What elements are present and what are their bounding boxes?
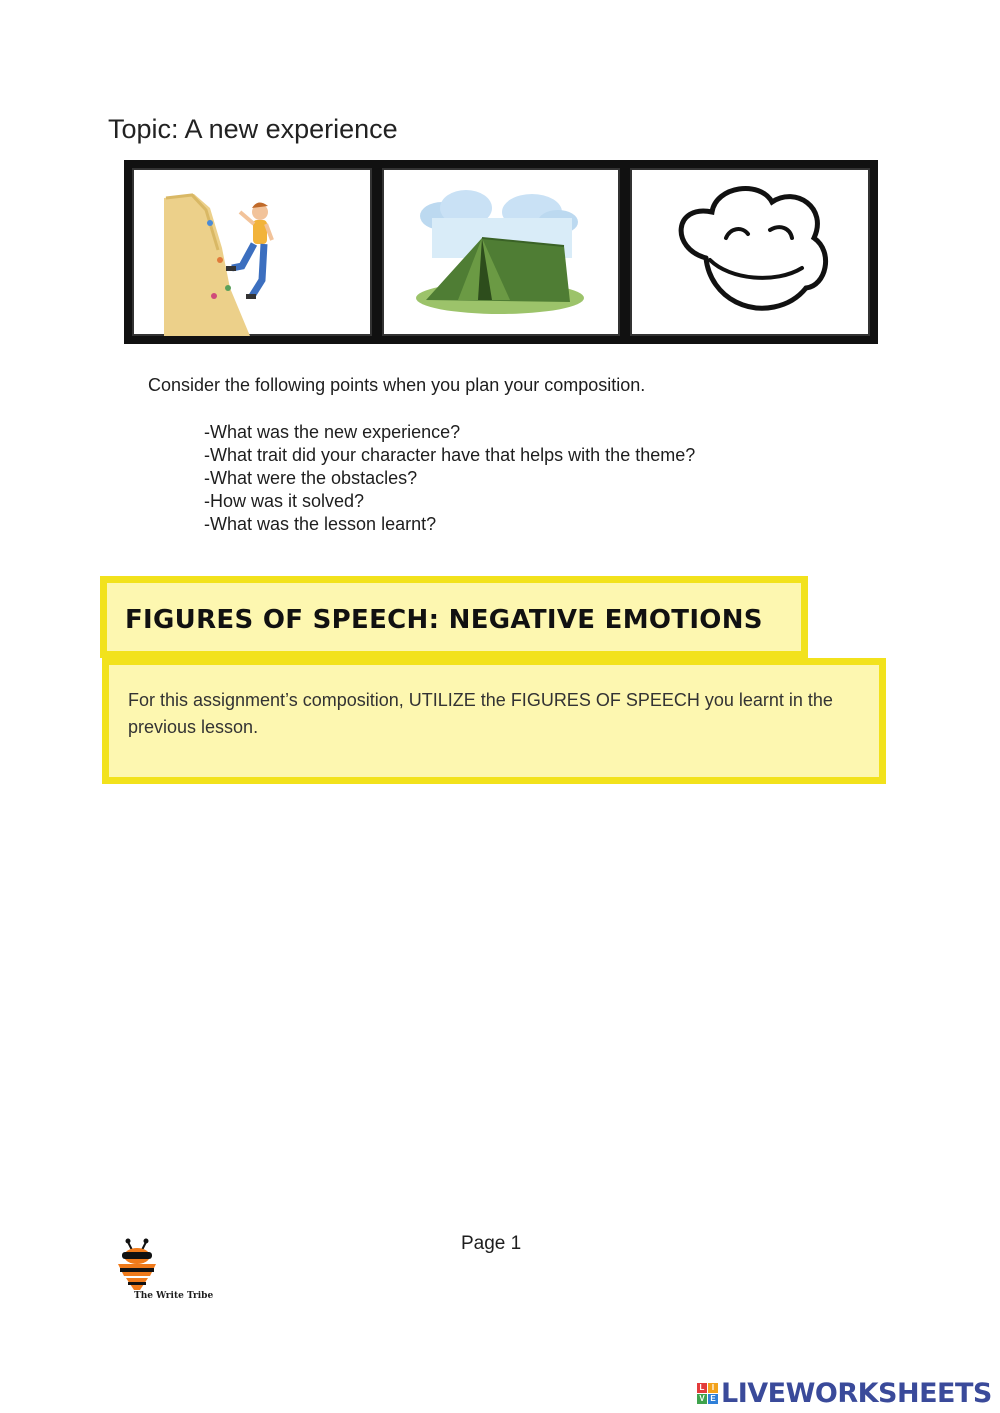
badge-letter: L xyxy=(697,1383,707,1393)
list-item: -How was it solved? xyxy=(204,491,365,511)
guiding-questions-list xyxy=(204,421,695,536)
figures-note-box xyxy=(102,658,886,784)
figures-note: For this assignment’s composition, UTILIZE the FIGURES OF SPEECH you learnt in the previous lesson. xyxy=(128,690,833,737)
page-number: Page 1 xyxy=(461,1233,522,1254)
tent-icon xyxy=(382,168,620,336)
list-item: -What was the lesson learnt? xyxy=(204,514,437,534)
logo-text: The Write Tribe xyxy=(134,1291,214,1301)
topic-title: Topic: A new experience xyxy=(108,114,398,144)
chef-hat-icon xyxy=(630,168,870,336)
liveworksheets-watermark xyxy=(697,1376,992,1410)
badge-letter: I xyxy=(708,1383,718,1393)
list-item: -What was the new experience? xyxy=(204,422,461,442)
picture-frame-climbing xyxy=(124,160,380,344)
picture-frame-cooking xyxy=(622,160,878,344)
rock-climbing-icon xyxy=(132,168,372,336)
write-tribe-logo xyxy=(110,1236,218,1308)
picture-frame-camping xyxy=(374,160,628,344)
figures-heading-box xyxy=(100,576,808,658)
badge-letter: E xyxy=(708,1394,718,1404)
list-item: -What trait did your character have that helps with the theme? xyxy=(204,445,696,465)
instructions-intro: Consider the following points when you plan your composition. xyxy=(148,375,646,395)
watermark-text: LIVEWORKSHEETS xyxy=(721,1377,992,1409)
list-item: -What were the obstacles? xyxy=(204,468,418,488)
figures-heading: FIGURES OF SPEECH: NEGATIVE EMOTIONS xyxy=(125,605,763,635)
badge-letter: V xyxy=(697,1394,707,1404)
bee-icon xyxy=(110,1236,170,1294)
liveworksheets-badge-icon xyxy=(697,1383,718,1404)
